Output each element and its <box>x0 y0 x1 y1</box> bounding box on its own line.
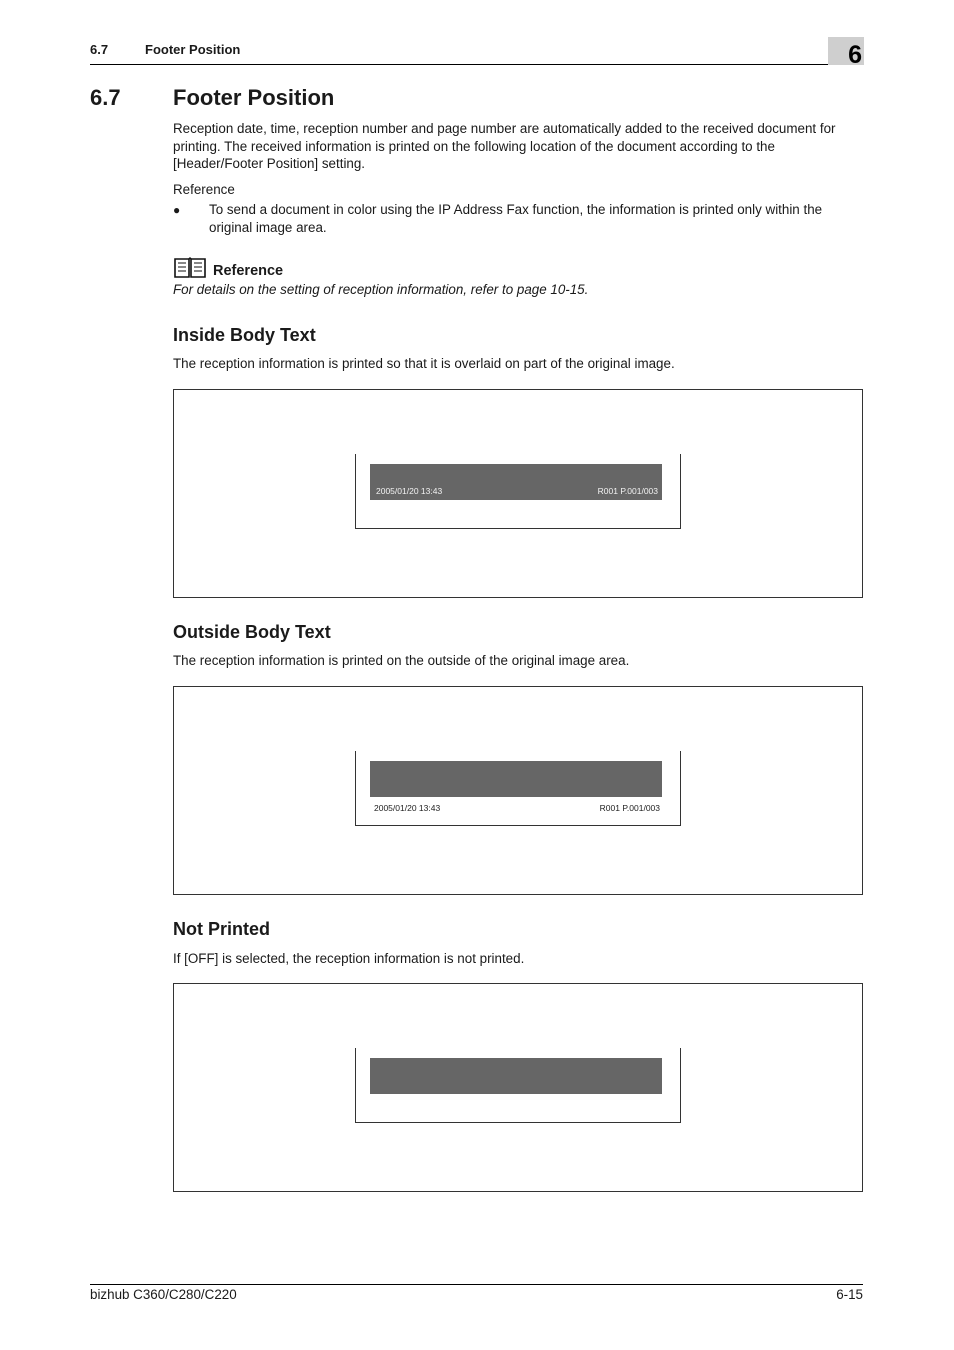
image-bar <box>370 1058 662 1094</box>
diagram-not-printed <box>173 983 863 1192</box>
subsection-description: If [OFF] is selected, the reception information is not printed. <box>173 951 525 966</box>
header-rule <box>90 64 863 65</box>
section-number: 6.7 <box>90 85 121 110</box>
running-header-section-title: Footer Position <box>145 42 241 57</box>
reference-label: Reference <box>173 182 235 197</box>
subsection-description: The reception information is printed on the outside of the original image area. <box>173 653 630 668</box>
reference-detail: For details on the setting of reception information, refer to page 10-15. <box>173 282 589 297</box>
bullet-text: To send a document in color using the IP Address Fax function, the information is printed only within the original image area. <box>209 202 823 235</box>
subsection-heading: Outside Body Text <box>173 622 331 642</box>
diagram-page-info: R001 P.001/003 <box>599 803 660 813</box>
section-title-text: Footer Position <box>173 85 335 110</box>
bullet-marker: ● <box>173 203 181 217</box>
chapter-tab <box>828 37 864 69</box>
open-book-icon <box>173 256 207 280</box>
document-frame <box>355 751 681 826</box>
image-bar <box>370 761 662 797</box>
subsection-description: The reception information is printed so that it is overlaid on part of the original image. <box>173 356 675 371</box>
document-frame <box>355 454 681 529</box>
subsection-heading: Inside Body Text <box>173 325 316 345</box>
document-frame <box>355 1048 681 1123</box>
intro-paragraph: Reception date, time, reception number and page number are automatically added to the received document for printing. The received information is printed on the following location of the document according to the [Header/Footer Position] setting. <box>173 121 836 171</box>
diagram-outside-body-text <box>173 686 863 895</box>
diagram-inside-body-text <box>173 389 863 598</box>
footer-rule <box>90 1284 863 1285</box>
footer-product: bizhub C360/C280/C220 <box>90 1287 237 1302</box>
diagram-page-info: R001 P.001/003 <box>597 486 658 496</box>
image-bar <box>370 464 662 500</box>
reference-title: Reference <box>213 263 284 279</box>
diagram-date-time: 2005/01/20 13:43 <box>376 486 443 496</box>
subsection-heading: Not Printed <box>173 919 270 939</box>
running-header-section-number: 6.7 <box>90 42 109 57</box>
diagram-date-time: 2005/01/20 13:43 <box>374 803 441 813</box>
chapter-number: 6 <box>848 41 862 69</box>
footer-page-number: 6-15 <box>836 1287 863 1302</box>
